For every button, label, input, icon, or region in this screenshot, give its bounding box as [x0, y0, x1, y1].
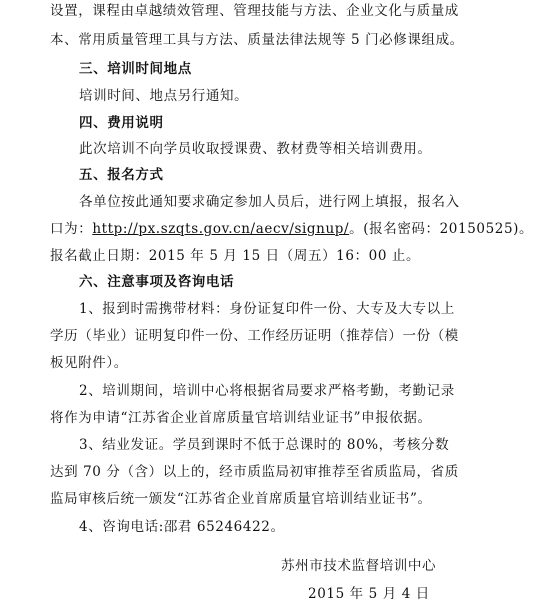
item-1-line-2: 学历（毕业）证明复印件一份、工作经历证明（推荐信）一份（模 [50, 328, 459, 344]
signup-suffix: 。(报名密码：20150525)。 [349, 221, 533, 237]
section-5-line-1: 各单位按此通知要求确定参加人员后，进行网上填报，报名入 [79, 194, 460, 210]
item-2-line-1: 2、培训期间，培训中心将根据省局要求严格考勤，考勤记录 [79, 383, 455, 399]
item-3-line-1: 3、结业发证。学员到课时不低于总课时的 80%，考核分数 [79, 437, 450, 453]
item-3-line-2: 达到 70 分（含）以上的，经市质监局初审推荐至省质监局，省质 [50, 464, 459, 480]
section-5-heading: 五、报名方式 [79, 167, 164, 183]
section-6-heading: 六、注意事项及咨询电话 [79, 274, 235, 290]
item-2-line-2: 将作为申请“江苏省企业首席质量官培训结业证书”申报依据。 [50, 410, 432, 426]
item-3-line-3: 监局审核后统一颁发“江苏省企业首席质量官培训结业证书”。 [50, 491, 432, 507]
intro-line-1: 设置，课程由卓越绩效管理、管理技能与方法、企业文化与质量成 [50, 3, 459, 19]
item-1-line-3: 板见附件）。 [50, 355, 128, 371]
signature-date: 2015 年 5 月 4 日 [308, 586, 430, 602]
signup-prefix: 口为： [50, 221, 93, 237]
section-3-heading: 三、培训时间地点 [79, 61, 192, 77]
section-4-body: 此次培训不向学员收取授课费、教材费等相关培训费用。 [79, 141, 432, 157]
intro-line-2: 本、常用质量管理工具与方法、质量法律法规等 5 门必修课组成。 [50, 32, 464, 48]
item-4-contact: 4、咨询电话:邵君 65246422。 [79, 519, 285, 535]
section-3-body: 培训时间、地点另行通知。 [79, 88, 249, 104]
section-4-heading: 四、费用说明 [79, 115, 164, 131]
section-5-line-2 [50, 220, 533, 238]
signup-link[interactable]: http://px.szqts.gov.cn/aecv/signup/ [92, 221, 350, 237]
item-1-line-1: 1、报到时需携带材料：身份证复印件一份、大专及大专以上 [79, 301, 455, 317]
section-5-deadline: 报名截止日期：2015 年 5 月 15 日（周五）16：00 止。 [50, 248, 421, 264]
signature-org: 苏州市技术监督培训中心 [281, 558, 437, 574]
